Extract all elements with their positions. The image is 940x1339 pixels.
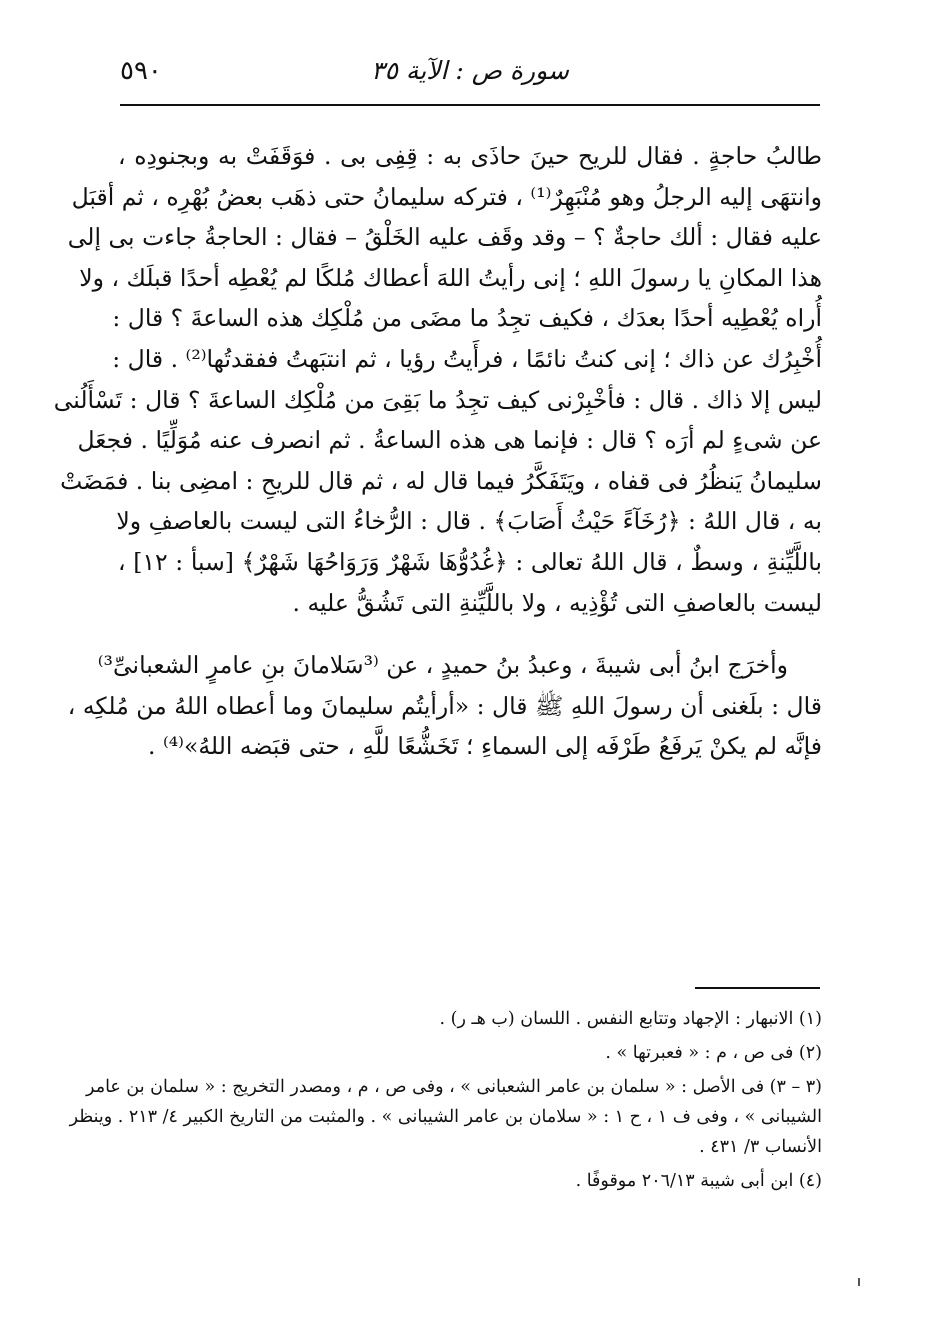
text-line: وأخرَج ابنُ أبى شيبةَ ، وعبدُ بنُ حميدٍ ، عن ⁽³سَلامانَ بنِ عامرٍ الشعبانىِّ³⁾ bbox=[97, 651, 788, 680]
footnote-line: (٤) ابن أبى شيبة ٢٠٦/١٣ موقوفًا . bbox=[575, 1171, 822, 1191]
footnotes bbox=[69, 1004, 822, 1196]
text-line: ليست بالعاصفِ التى تُؤْذِيه ، ولا باللَّيِّنةِ التى تَشُقُّ عليه . bbox=[292, 588, 822, 617]
footnote-line: الأنساب ٣/ ٤٣١ . bbox=[699, 1137, 822, 1157]
footnote-1 bbox=[118, 1004, 822, 1034]
text-line: وانتهَى إليه الرجلُ وهو مُنْبَهِرٌ⁽¹⁾ ، فتركه سليمانُ حتى ذهَب بعضُ بُهْرِه ، ثم أقبَل bbox=[71, 182, 822, 211]
footnote-2 bbox=[118, 1038, 822, 1068]
text-line: عليه فقال : ألك حاجةٌ ؟ – وقد وقَف عليه الخَلْقُ – فقال : الحاجةُ جاءت بى إلى bbox=[67, 223, 822, 252]
paragraph bbox=[53, 136, 822, 623]
paragraph bbox=[67, 645, 822, 767]
header-divider bbox=[120, 104, 820, 106]
running-title: سورة ص : الآية ٣٥ bbox=[371, 56, 569, 85]
footnote-line: (٣ – ٣) فى الأصل : « سلمان بن عامر الشعبانى » ، وفى ص ، م ، ومصدر التخريج : « سلمان بن عامر bbox=[86, 1077, 822, 1097]
footnote-4 bbox=[118, 1166, 822, 1196]
footnote-line: (١) الانبهار : الإجهاد وتتابع النفس . اللسان (ب هـ ر) . bbox=[439, 1009, 822, 1029]
footnote-line: (٢) فى ص ، م : « فعبرتها » . bbox=[605, 1043, 822, 1063]
text-line: فإنَّه لم يكنْ يَرفَعُ طَرْفَه إلى السماءِ ؛ تَخَشُّعًا للَّهِ ، حتى قبَضه اللهُ»⁽⁴⁾ . bbox=[148, 732, 822, 761]
text-line: أُخْبِرُك عن ذاك ؛ إنى كنتُ نائمًا ، فرأَيتُ رؤيا ، ثم انتبَهتُ ففقدتُها⁽²⁾ . قال : bbox=[112, 344, 822, 373]
footnote-line: الشيبانى » ، وفى ف ١ ، ح ١ : « سلامان بن عامر الشيبانى » . والمثبت من التاريخ الكبير ٤/ ٢١٣ . وينظر bbox=[69, 1107, 822, 1127]
text-line: ليس إلا ذاك . قال : فأخْبِرْنى كيف تجِدُ ما بَقِىَ من مُلْكِك الساعةَ ؟ قال : تَسْأَلُنى bbox=[53, 385, 822, 414]
text-line: به ، قال اللهُ : ﴿رُخَآءً حَيْثُ أَصَابَ﴾ . قال : الرُّخاءُ التى ليست بالعاصفِ ولا bbox=[116, 507, 822, 536]
text-line: طالبُ حاجةٍ . فقال للريح حينَ حاذَى به : قِفِى بى . فوَقَفَتْ به وبجنودِه ، bbox=[118, 142, 822, 170]
text-line: قال : بلَغنى أن رسولَ اللهِ ﷺ قال : «أرأيتُم سليمانَ وما أعطاه اللهُ من مُلكِه ، bbox=[67, 691, 822, 720]
text-line: باللَّيِّنةِ ، وسطٌ ، قال اللهُ تعالى : ﴿غُدُوُّهَا شَهْرٌ وَرَوَاحُهَا شَهْرٌ﴾ [سبأ : ١٢] ، bbox=[118, 547, 822, 576]
main-text bbox=[53, 136, 822, 767]
text-line: أُراه يُعْطِيه أحدًا بعدَك ، فكيف تجِدُ ما مضَى من مُلْكِك هذه الساعةَ ؟ قال : bbox=[112, 304, 822, 333]
footnote-3 bbox=[69, 1072, 822, 1162]
page-header bbox=[120, 52, 820, 100]
page-number: ٥٩٠ bbox=[120, 56, 162, 86]
text-line: سليمانُ يَنظُرُ فى قفاه ، ويَتَفَكَّرُ فيما قال له ، ثم قال للريحِ : امضِى بنا . فمَضَتْ bbox=[60, 466, 822, 495]
text-line: هذا المكانِ يا رسولَ اللهِ ؛ إنى رأيتُ اللهَ أعطاك مُلكًا لم يُعْطِه أحدًا قبلَك ، ولا bbox=[79, 263, 822, 292]
text-line: عن شىءٍ لم أرَه ؟ قال : فإنما هى هذه الساعةُ . ثم انصرف عنه مُوَلِّيًا . فجعَل bbox=[77, 426, 822, 455]
footnote-divider bbox=[695, 987, 820, 989]
scan-speck bbox=[858, 1278, 860, 1286]
